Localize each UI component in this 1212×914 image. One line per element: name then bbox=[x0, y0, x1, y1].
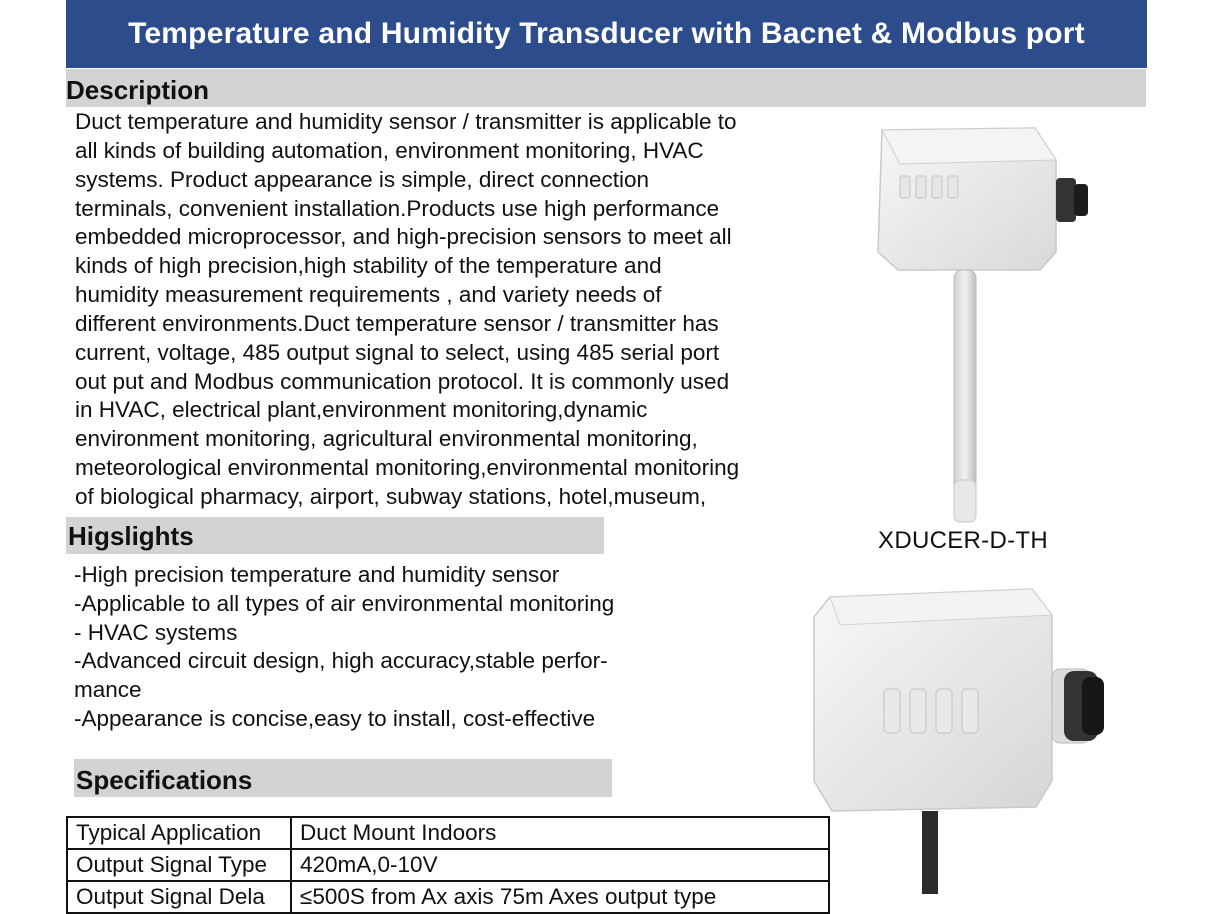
highlight-item: mance bbox=[74, 677, 142, 703]
table-row bbox=[67, 849, 829, 881]
description-line: terminals, convenient installation.Products use high performance bbox=[75, 195, 720, 221]
description-line: systems. Product appearance is simple, direct connection bbox=[75, 166, 650, 192]
description-text bbox=[75, 108, 739, 512]
spec-value: 420mA,0-10V bbox=[291, 849, 829, 881]
description-line: embedded microprocessor, and high-precision sensors to meet all bbox=[75, 224, 732, 250]
specifications-heading: Specifications bbox=[74, 759, 612, 797]
spec-key: Typical Application bbox=[67, 817, 291, 849]
highlight-item: -High precision temperature and humidity sensor bbox=[74, 562, 560, 587]
spec-key: Output Signal Type bbox=[67, 849, 291, 881]
highlight-item: - HVAC systems bbox=[74, 619, 238, 645]
highlights-heading: Higslights bbox=[66, 517, 604, 554]
description-line: all kinds of building automation, environment monitoring, HVAC bbox=[75, 137, 704, 163]
description-line: Duct temperature and humidity sensor / transmitter is applicable to bbox=[75, 109, 737, 134]
description-line: kinds of high precision,high stability of the temperature and bbox=[75, 253, 662, 279]
spec-value: Duct Mount Indoors bbox=[291, 817, 829, 849]
highlight-item: -Advanced circuit design, high accuracy,stable perfor- bbox=[74, 648, 608, 674]
page-title: Temperature and Humidity Transducer with Bacnet & Modbus port bbox=[66, 0, 1147, 68]
description-line: out put and Modbus communication protocol. It is commonly used bbox=[75, 368, 730, 394]
description-line: of biological pharmacy, airport, subway stations, hotel,museum, bbox=[75, 483, 707, 509]
highlight-item: -Appearance is concise,easy to install, cost-effective bbox=[74, 705, 596, 731]
product-image-enclosure bbox=[800, 585, 1160, 894]
spec-key: Output Signal Dela bbox=[67, 881, 291, 913]
description-line: environment monitoring, agricultural environmental monitoring, bbox=[75, 426, 698, 452]
table-row bbox=[67, 881, 829, 913]
product-image-duct-sensor bbox=[860, 120, 1100, 530]
specifications-table bbox=[66, 816, 830, 914]
description-line: current, voltage, 485 output signal to select, using 485 serial port bbox=[75, 339, 720, 365]
highlight-item: -Applicable to all types of air environmental monitoring bbox=[74, 590, 615, 616]
description-line: in HVAC, electrical plant,environment monitoring,dynamic bbox=[75, 397, 648, 423]
description-line: humidity measurement requirements , and variety needs of bbox=[75, 282, 662, 308]
highlights-list bbox=[74, 561, 614, 734]
table-row bbox=[67, 817, 829, 849]
description-line: different environments.Duct temperature sensor / transmitter has bbox=[75, 310, 719, 336]
description-line: meteorological environmental monitoring,environmental monitoring bbox=[75, 455, 740, 481]
description-heading: Description bbox=[66, 69, 1146, 107]
product-caption: XDUCER-D-TH bbox=[878, 527, 1048, 554]
spec-value: ≤500S from Ax axis 75m Axes output type bbox=[291, 881, 829, 913]
